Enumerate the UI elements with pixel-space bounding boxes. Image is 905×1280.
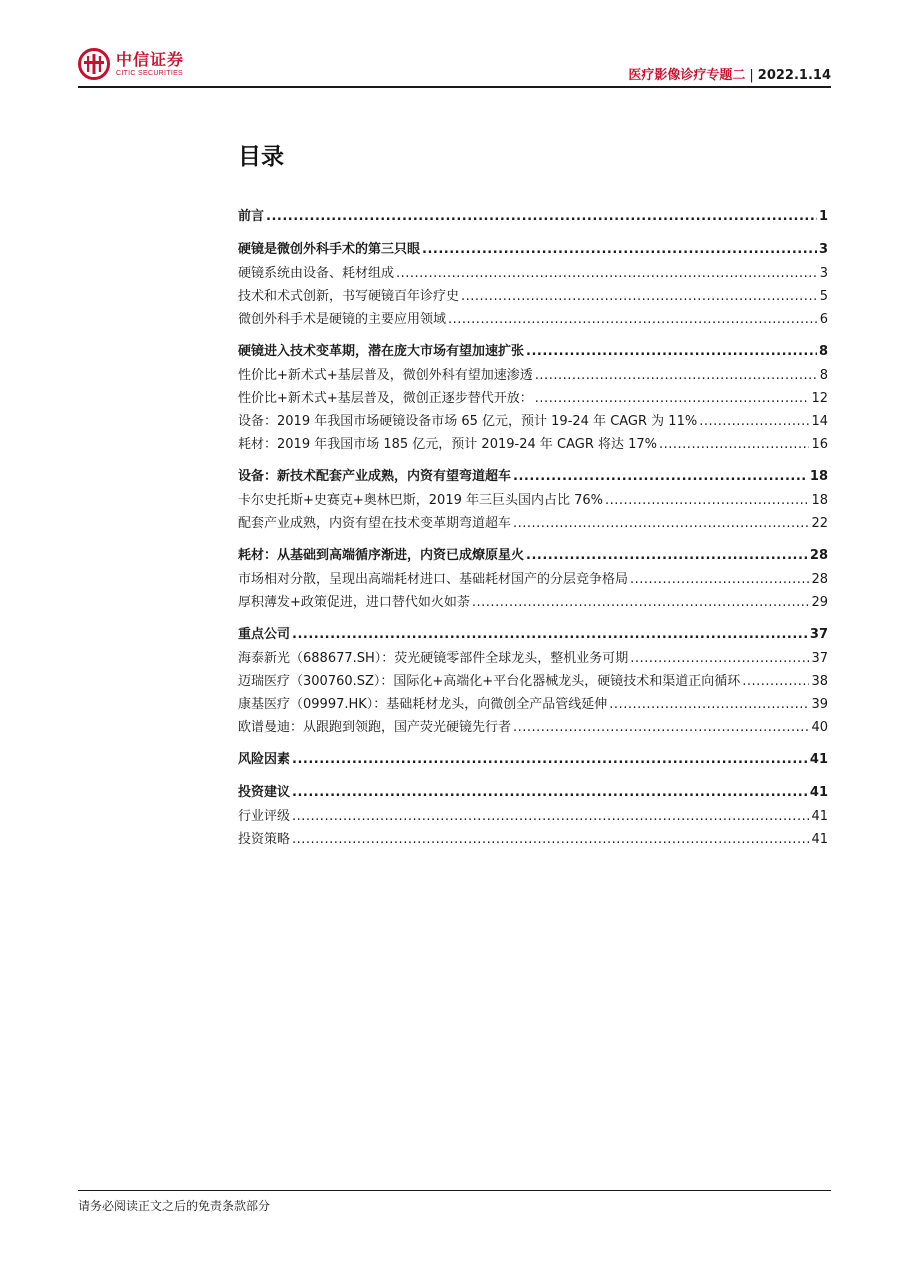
toc-dot-leader — [292, 809, 809, 824]
toc-entry-title: 市场相对分散，呈现出高端耗材进口、基础耗材国产的分层竞争格局 — [238, 572, 629, 587]
toc-entry-title: 厚积薄发+政策促进，进口替代如火如荼 — [238, 595, 470, 610]
page-title: 目录 — [238, 144, 284, 170]
toc-page-number: 37 — [811, 651, 828, 666]
toc-page-number: 8 — [819, 368, 828, 383]
toc-dot-leader — [292, 832, 809, 847]
toc-subsection-entry[interactable] — [238, 828, 828, 851]
report-info — [628, 64, 831, 83]
toc-page-number: 38 — [811, 674, 828, 689]
toc-page-number: 40 — [811, 720, 828, 735]
toc-dot-leader — [659, 437, 809, 452]
toc-subsection-entry[interactable] — [238, 670, 828, 693]
toc-entry-title: 耗材：2019 年我国市场 185 亿元，预计 2019-24 年 CAGR 将达 17% — [238, 437, 658, 452]
toc-entry-title: 重点公司 — [238, 627, 291, 642]
toc-subsection-entry[interactable] — [238, 308, 828, 331]
toc-section-entry[interactable] — [238, 623, 828, 647]
toc-dot-leader — [630, 651, 809, 666]
toc-entry-title: 硬镜是微创外科手术的第三只眼 — [238, 242, 421, 257]
toc-entry-title: 海泰新光（688677.SH）：荧光硬镜零部件全球龙头，整机业务可期 — [238, 651, 629, 666]
toc-entry-title: 行业评级 — [238, 809, 291, 824]
toc-dot-leader — [292, 785, 808, 800]
toc-entry-title: 配套产业成熟，内资有望在技术变革期弯道超车 — [238, 516, 512, 531]
toc-entry-title: 耗材：从基础到高端循序渐进，内资已成燎原星火 — [238, 548, 525, 563]
toc-subsection-entry[interactable] — [238, 433, 828, 456]
toc-page-number: 41 — [809, 785, 828, 800]
header-separator: | — [749, 68, 754, 83]
toc-page-number: 28 — [811, 572, 828, 587]
toc-dot-leader — [605, 493, 809, 508]
toc-page-number: 18 — [809, 469, 828, 484]
report-title: 医疗影像诊疗专题二 — [628, 68, 746, 83]
toc-dot-leader — [526, 344, 817, 359]
toc-dot-leader — [630, 572, 809, 587]
toc-page-number: 14 — [811, 414, 828, 429]
toc-subsection-entry[interactable] — [238, 387, 828, 410]
toc-section-entry[interactable] — [238, 340, 828, 364]
header-divider — [78, 86, 831, 88]
toc-dot-leader — [526, 548, 808, 563]
toc-subsection-entry[interactable] — [238, 568, 828, 591]
toc-entry-title: 前言 — [238, 209, 265, 224]
toc-entry-title: 技术和术式创新，书写硬镜百年诊疗史 — [238, 289, 460, 304]
toc-page-number: 18 — [811, 493, 828, 508]
toc-page-number: 22 — [811, 516, 828, 531]
toc-dot-leader — [513, 469, 808, 484]
toc-dot-leader — [609, 697, 809, 712]
toc-section-entry[interactable] — [238, 465, 828, 489]
toc-dot-leader — [513, 516, 809, 531]
toc-entry-title: 风险因素 — [238, 752, 291, 767]
logo-english-name: CITIC SECURITIES — [116, 69, 184, 77]
toc-subsection-entry[interactable] — [238, 647, 828, 670]
toc-dot-leader — [535, 368, 818, 383]
toc-subsection-entry[interactable] — [238, 410, 828, 433]
toc-subsection-entry[interactable] — [238, 262, 828, 285]
toc-entry-title: 迈瑞医疗（300760.SZ）：国际化+高端化+平台化器械龙头，硬镜技术和渠道正向循环 — [238, 674, 741, 689]
toc-dot-leader — [422, 242, 817, 257]
toc-entry-title: 性价比+新术式+基层普及，微创外科有望加速渗透 — [238, 368, 533, 383]
toc-dot-leader — [699, 414, 809, 429]
citic-logo-icon — [78, 48, 110, 80]
toc-page-number: 37 — [809, 627, 828, 642]
toc-entry-title: 设备：新技术配套产业成熟，内资有望弯道超车 — [238, 469, 512, 484]
toc-entry-title: 硬镜系统由设备、耗材组成 — [238, 266, 395, 281]
footer-disclaimer: 请务必阅读正文之后的免责条款部分 — [78, 1199, 271, 1213]
toc-dot-leader — [292, 752, 808, 767]
toc-subsection-entry[interactable] — [238, 591, 828, 614]
toc-entry-title: 投资建议 — [238, 785, 291, 800]
toc-section-entry[interactable] — [238, 748, 828, 772]
toc-page-number: 3 — [819, 266, 828, 281]
toc-page-number: 1 — [818, 209, 828, 224]
toc-subsection-entry[interactable] — [238, 805, 828, 828]
toc-entry-title: 卡尔史托斯+史赛克+奥林巴斯，2019 年三巨头国内占比 76% — [238, 493, 604, 508]
toc-entry-title: 微创外科手术是硬镜的主要应用领域 — [238, 312, 447, 327]
toc-dot-leader — [535, 391, 810, 406]
toc-entry-title: 设备：2019 年我国市场硬镜设备市场 65 亿元，预计 19-24 年 CAGR 为 11% — [238, 414, 698, 429]
toc-subsection-entry[interactable] — [238, 364, 828, 387]
footer-divider — [78, 1190, 831, 1191]
toc-subsection-entry[interactable] — [238, 512, 828, 535]
toc-page-number: 29 — [811, 595, 828, 610]
toc-subsection-entry[interactable] — [238, 285, 828, 308]
toc-page-number: 39 — [811, 697, 828, 712]
toc-page-number: 5 — [819, 289, 828, 304]
toc-entry-title: 康基医疗（09997.HK）：基础耗材龙头，向微创全产品管线延伸 — [238, 697, 608, 712]
citic-logo — [78, 48, 184, 80]
toc-page-number: 12 — [811, 391, 828, 406]
toc-entry-title: 硬镜进入技术变革期，潜在庞大市场有望加速扩张 — [238, 344, 525, 359]
toc-section-entry[interactable] — [238, 205, 828, 229]
toc-section-entry[interactable] — [238, 544, 828, 568]
page-header — [78, 44, 831, 88]
toc-page-number: 6 — [819, 312, 828, 327]
toc-dot-leader — [292, 627, 808, 642]
toc-page-number: 16 — [811, 437, 828, 452]
toc-section-entry[interactable] — [238, 238, 828, 262]
toc-dot-leader — [742, 674, 809, 689]
toc-section-entry[interactable] — [238, 781, 828, 805]
toc-dot-leader — [472, 595, 810, 610]
toc-dot-leader — [266, 209, 817, 224]
toc-page-number: 41 — [811, 809, 828, 824]
toc-entry-title: 性价比+新术式+基层普及，微创正逐步替代开放： — [238, 391, 533, 406]
toc-entry-title: 欧谱曼迪：从跟跑到领跑，国产荧光硬镜先行者 — [238, 720, 512, 735]
report-date: 2022.1.14 — [757, 68, 831, 83]
toc-subsection-entry[interactable] — [238, 489, 828, 512]
logo-chinese-name: 中信证券 — [116, 49, 185, 69]
toc-page-number: 41 — [811, 832, 828, 847]
toc-dot-leader — [513, 720, 809, 735]
toc-page-number: 41 — [809, 752, 828, 767]
toc-entry-title: 投资策略 — [238, 832, 291, 847]
toc-dot-leader — [448, 312, 818, 327]
table-of-contents — [238, 205, 828, 851]
toc-dot-leader — [396, 266, 818, 281]
toc-subsection-entry[interactable] — [238, 716, 828, 739]
toc-dot-leader — [461, 289, 818, 304]
toc-page-number: 3 — [818, 242, 828, 257]
toc-page-number: 28 — [809, 548, 828, 563]
toc-page-number: 8 — [818, 344, 828, 359]
toc-subsection-entry[interactable] — [238, 693, 828, 716]
